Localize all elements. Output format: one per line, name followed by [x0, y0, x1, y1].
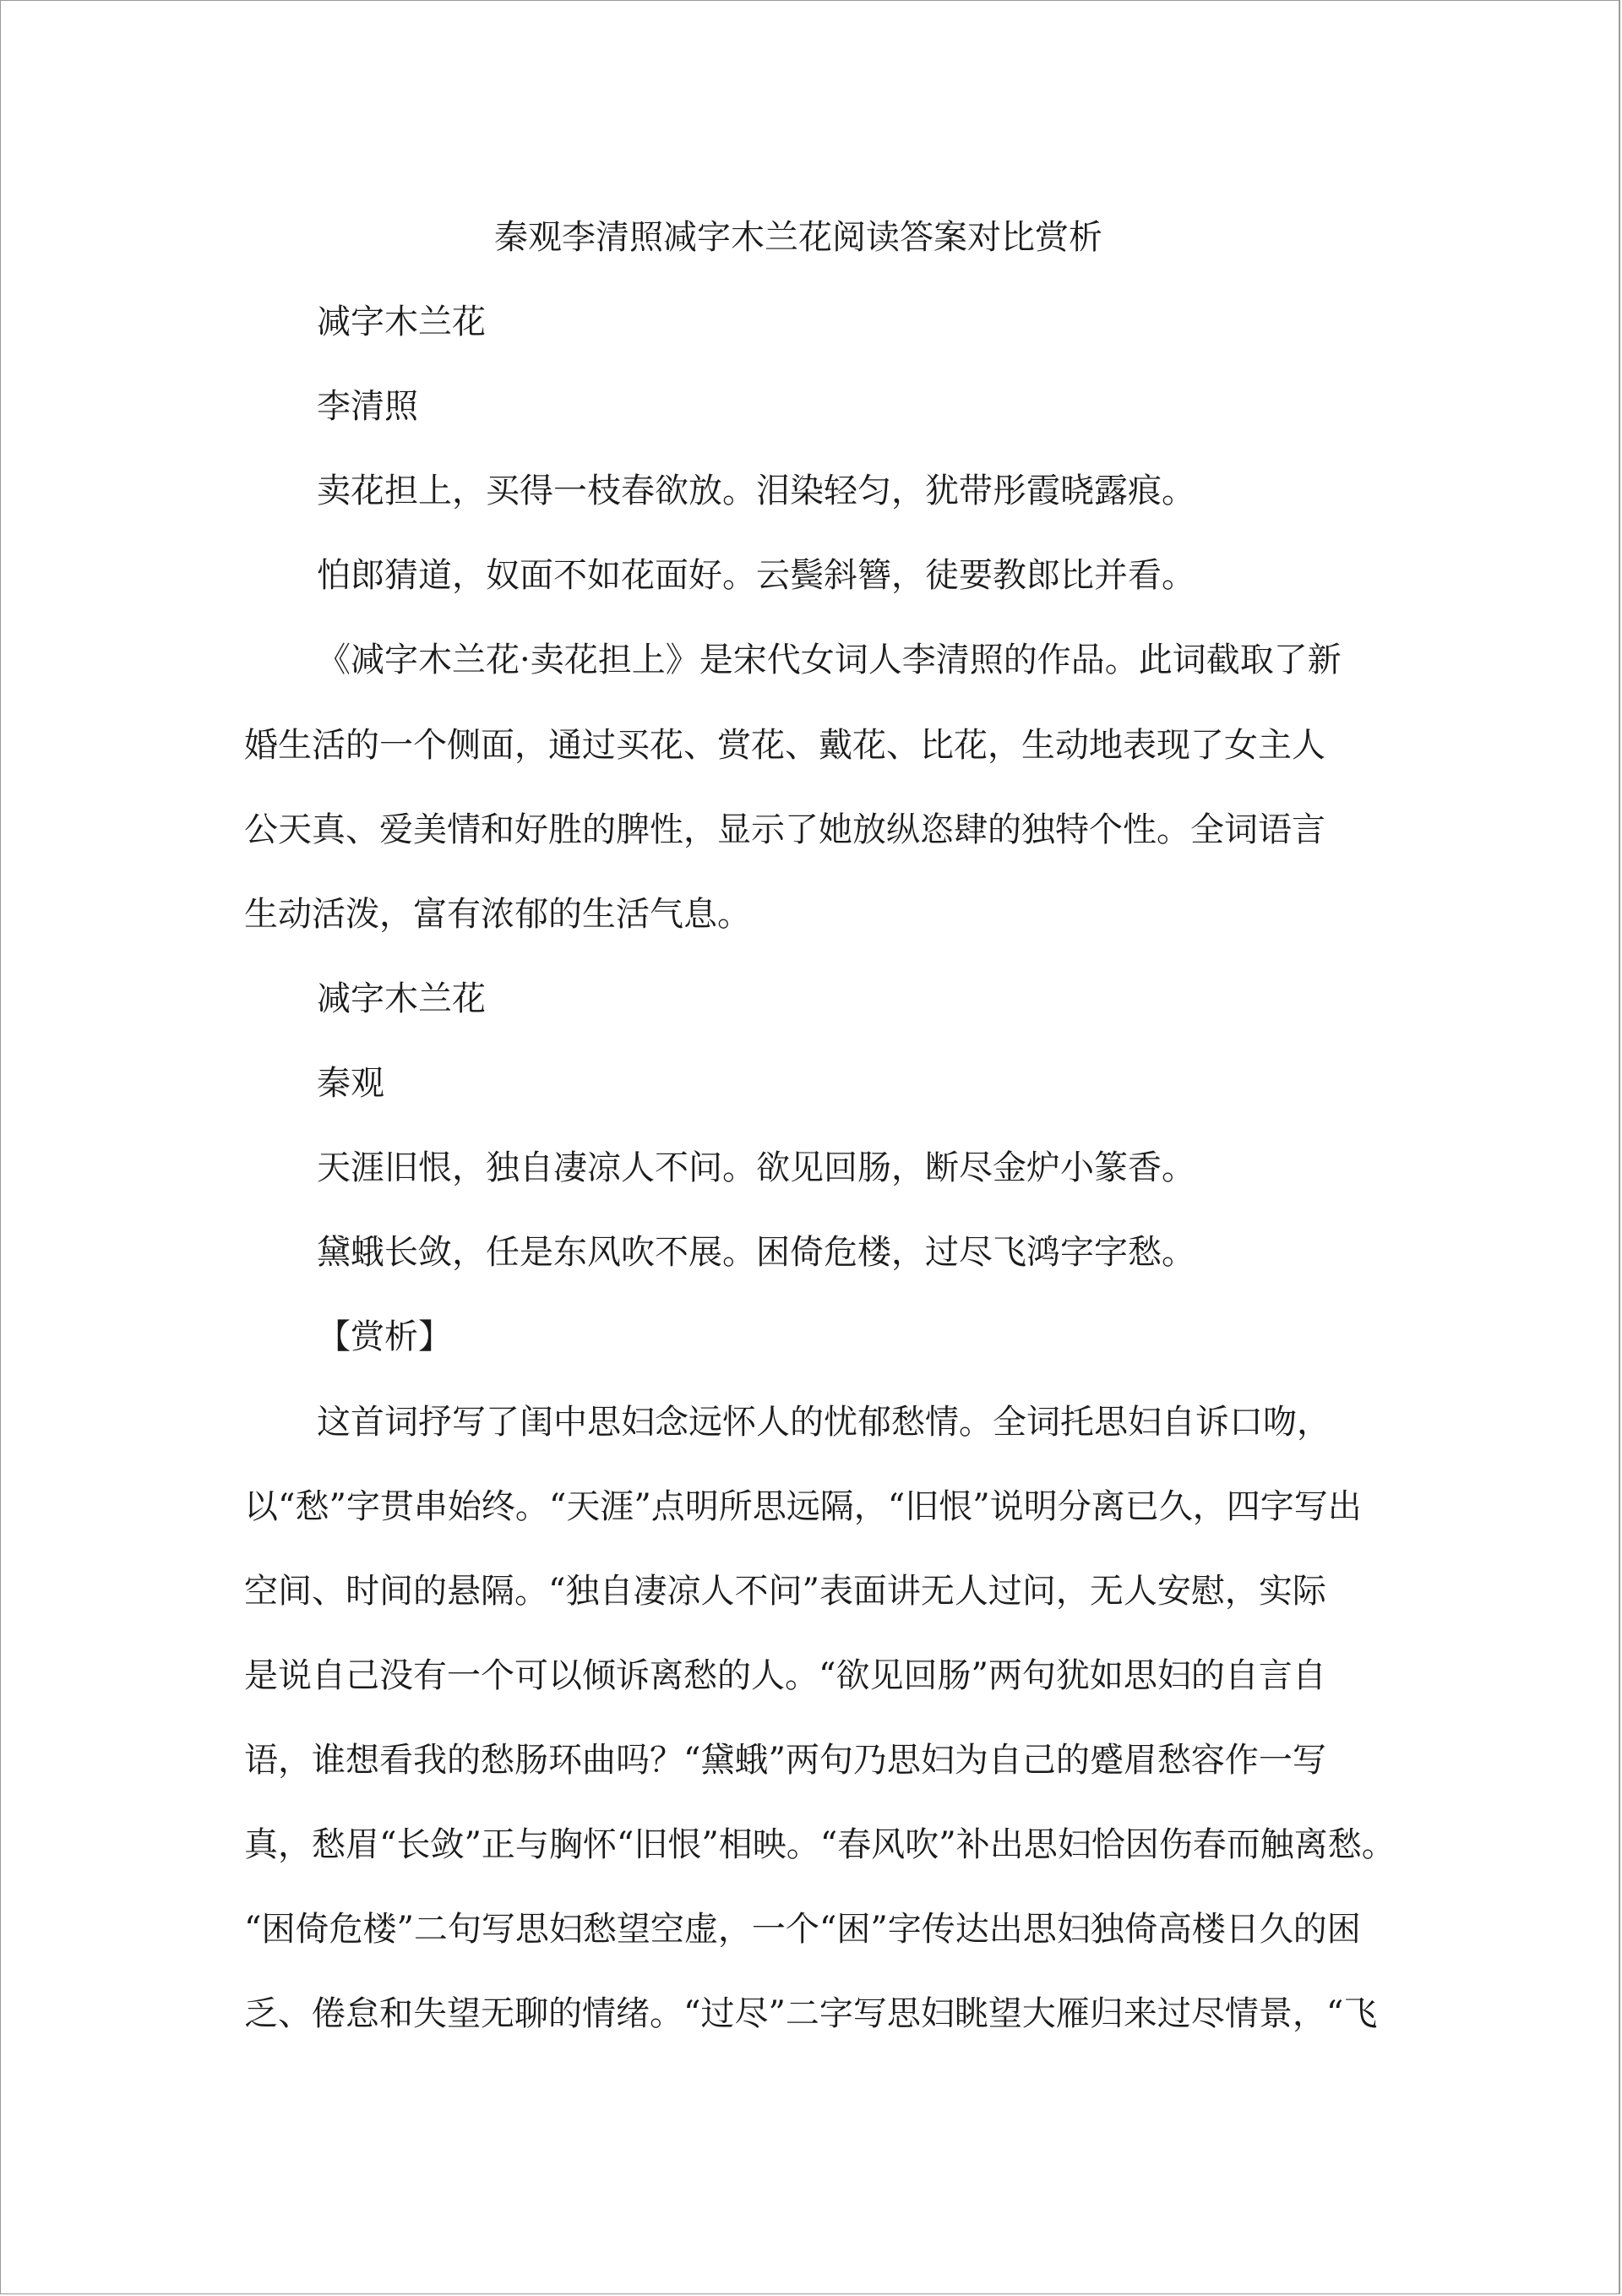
- poem1-commentary-line: 生动活泼，富有浓郁的生活气息。: [244, 895, 751, 934]
- appreciation-line: 以“愁”字贯串始终。“天涯”点明所思远隔，“旧恨”说明分离已久，四字写出: [244, 1487, 1362, 1526]
- appreciation-line: 这首词抒写了闺中思妇念远怀人的忧郁愁情。全词托思妇自诉口吻，: [317, 1403, 1331, 1442]
- poem2-name: 减字木兰花: [317, 979, 486, 1018]
- appreciation-line: 语，谁想看我的愁肠环曲吗？“黛蛾”两句乃思妇为自己的蹙眉愁容作一写: [244, 1741, 1326, 1780]
- poem1-verse-line: 卖花担上，买得一枝春欲放。泪染轻匀，犹带彤霞晓露痕。: [317, 472, 1195, 510]
- poem1-name: 减字木兰花: [317, 303, 486, 341]
- appreciation-heading: 【赏析】: [317, 1317, 452, 1356]
- poem1-verse-line: 怕郎猜道，奴面不如花面好。云鬓斜簪，徒要教郎比并看。: [317, 556, 1195, 595]
- appreciation-line: “困倚危楼”二句写思妇愁望空虚，一个“困”字传达出思妇独倚高楼日久的困: [244, 1910, 1361, 1949]
- poem1-commentary-line: 婚生活的一个侧面，通过买花、赏花、戴花、比花，生动地表现了女主人: [244, 726, 1325, 765]
- page-title: 秦观李清照减字木兰花阅读答案对比赏析: [494, 218, 1102, 257]
- poem2-verse-line: 天涯旧恨，独自凄凉人不问。欲见回肠，断尽金炉小篆香。: [317, 1148, 1195, 1187]
- poem1-commentary-line: 公天真、爱美情和好胜的脾性，显示了她放纵恣肆的独特个性。全词语言: [244, 810, 1325, 849]
- appreciation-line: 是说自己没有一个可以倾诉离愁的人。“欲见回肠”两句犹如思妇的自言自: [244, 1656, 1326, 1695]
- poem1-commentary-line: 《减字木兰花·卖花担上》是宋代女词人李清照的作品。此词截取了新: [317, 641, 1342, 679]
- appreciation-line: 乏、倦怠和失望无聊的情绪。“过尽”二字写思妇眺望大雁归来过尽情景，“飞: [244, 1994, 1378, 2033]
- appreciation-line: 真，愁眉“长敛”正与胸怀“旧恨”相映。“春风吹”补出思妇恰因伤春而触离愁。: [244, 1825, 1396, 1864]
- poem2-verse-line: 黛蛾长敛，任是东风吹不展。困倚危楼，过尽飞鸿字字愁。: [317, 1233, 1195, 1272]
- appreciation-line: 空间、时间的悬隔。“独自凄凉人不问”表面讲无人过问，无人安慰，实际: [244, 1572, 1326, 1611]
- poem1-author: 李清照: [317, 387, 418, 426]
- poem2-author: 秦观: [317, 1064, 384, 1103]
